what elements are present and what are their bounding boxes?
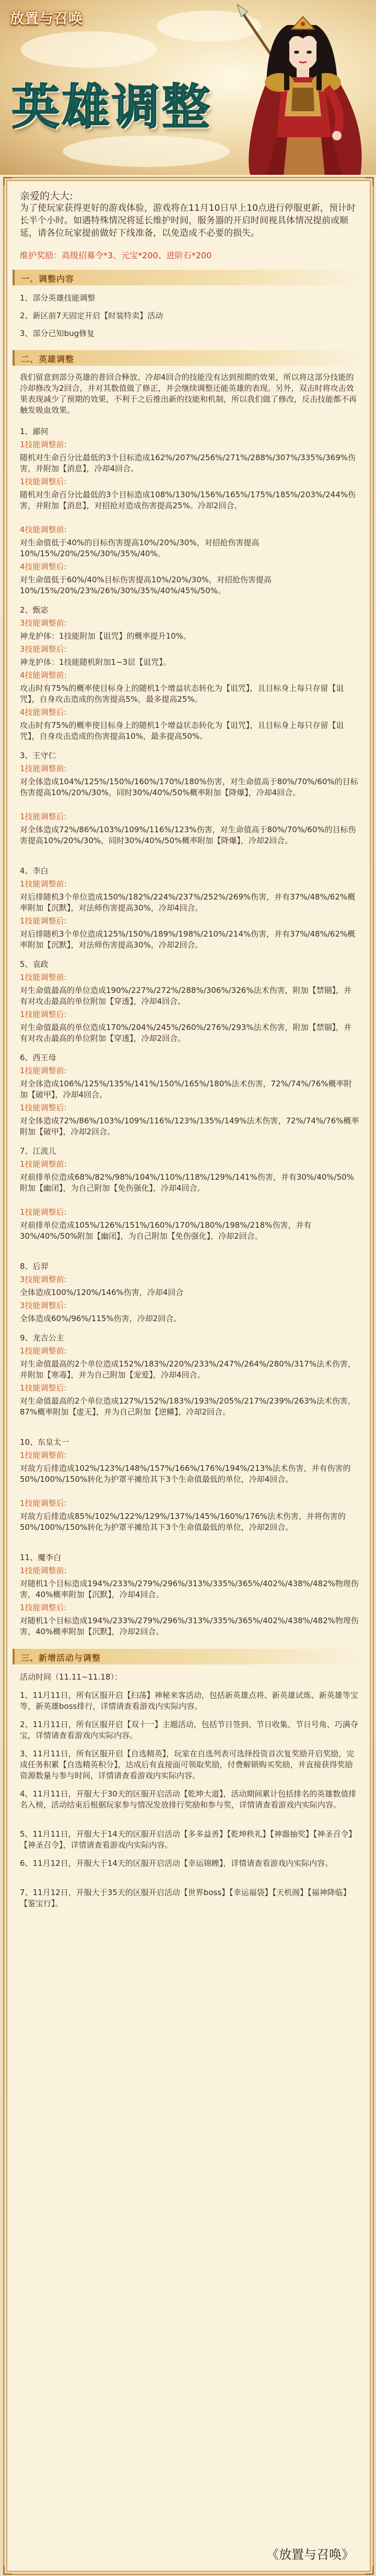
section-header bbox=[13, 350, 367, 366]
footer-signature: 《放置与召唤》 bbox=[266, 2547, 354, 2562]
skill-change-label: 1技能调整后: bbox=[20, 812, 67, 821]
hero-name: 1、鄙何 bbox=[20, 427, 49, 436]
game-logo-text: 放置与召唤 bbox=[10, 11, 83, 27]
list-item: 1、部分英雄技能调整 bbox=[20, 293, 96, 303]
skill-description: 全体造成60%/96%/115%伤害，冷却2回合。 bbox=[20, 1314, 182, 1323]
skill-change-label: 1技能调整前: bbox=[20, 1346, 67, 1356]
skill-change-label: 3技能调整前: bbox=[20, 1275, 67, 1284]
section-title: 三、新增活动与调整 bbox=[21, 1653, 101, 1663]
section-title: 一、调整内容 bbox=[21, 274, 75, 284]
card-corner-ornament bbox=[365, 2566, 374, 2575]
skill-change-label: 4技能调整前: bbox=[20, 525, 67, 534]
skill-change-label: 1技能调整前: bbox=[20, 973, 67, 982]
skill-description: 对随机1个目标造成194%/233%/279%/296%/313%/335%/365%/402%/438%/482%物理伤害，40%概率附加【沉默】，冷却2回合。 bbox=[20, 1616, 359, 1636]
cloud-decoration bbox=[21, 31, 157, 68]
section-header bbox=[13, 270, 367, 285]
skill-description: 对生命值最高的2个单位造成152%/183%/220%/233%/247%/264%/280%/317%法术伤害，并附加【寒毒】，并为自己附加【宠爱】，冷却4回合。 bbox=[20, 1359, 356, 1380]
hero-name: 8、后羿 bbox=[20, 1262, 49, 1271]
hero-name: 9、龙吉公主 bbox=[20, 1333, 64, 1343]
skill-description: 对生命值最高的单位造成190%/227%/272%/288%/306%/326%法术伤害，附加【禁锢】，并有对攻击最高的单位附加【穿透】，冷却4回合。 bbox=[20, 986, 352, 1006]
skill-description: 对前排单位造成105%/126%/151%/160%/170%/180%/198%/218%伤害，并有30%/40%/50%附加【幽闭】，为自己附加【免伤强化】，冷却2回合。 bbox=[20, 1220, 312, 1241]
skill-description: 攻击时有75%的概率使目标身上的随机1个增益状态转化为【诅咒】，且目标身上每只存留【诅咒】，自身攻击造成的伤害提高5%，最多提高25%。 bbox=[20, 684, 344, 704]
skill-description: 对随机1个目标造成194%/233%/279%/296%/313%/335%/365%/402%/438%/482%物理伤害，40%概率附加【沉默】，冷却4回合。 bbox=[20, 1579, 359, 1599]
skill-description: 神龙护体：1技能随机附加1~3层【诅咒】。 bbox=[20, 657, 171, 667]
skill-change-label: 1技能调整前: bbox=[20, 764, 67, 773]
skill-description: 对全体造成72%/86%/103%/109%/116%/123%/135%/149%法术伤害，72%/74%/76%概率附加【破甲】，冷却2回合。 bbox=[20, 1116, 359, 1136]
skill-change-label: 1技能调整前: bbox=[20, 879, 67, 889]
section-intro: 我们留意到部分英雄的普回合释放、冷却4回合的技能没有达到预期的效果，所以将这部分技能的冷却修改为2回合，并对其数值做了修正，并会继续调整还能英雄的表现。另外，双击时将攻击效果表现减少了预期的效果，不利于之后推出新的技能和机制，所以我们做了修改，反击技能都不再触发吸血效果。 bbox=[20, 373, 357, 415]
section-title: 二、英雄调整 bbox=[21, 354, 75, 364]
skill-description: 对全体造成104%/125%/150%/160%/170%/180%伤害，对生命值高于80%/70%/60%的目标伤害提高10%/20%/30%，同时30%/40%/50%概率附加【降爆】，冷却4回合。 bbox=[20, 777, 358, 797]
card-corner-ornament bbox=[365, 177, 374, 186]
skill-change-label: 1技能调整后: bbox=[20, 916, 67, 926]
hero-name: 2、甄宓 bbox=[20, 605, 49, 615]
skill-change-label: 1技能调整后: bbox=[20, 1383, 67, 1393]
skill-change-label: 4技能调整后: bbox=[20, 562, 67, 571]
maintenance-intro: 为了使玩家获得更好的游戏体验，游戏将在11月10日早上10点进行停服更新，预计时长半个小时。如遇特殊情况将延长维护时间，服务器的开启时间视具体情况提前或顺延，请各位玩家提前做好下线准备，以免造成不必要的损失。 bbox=[20, 203, 356, 238]
skill-change-label: 1技能调整后: bbox=[20, 1603, 67, 1612]
list-item: 2、新区前7天固定开启【时装特卖】活动 bbox=[20, 311, 163, 320]
skill-change-label: 1技能调整后: bbox=[20, 1010, 67, 1019]
skill-change-label: 1技能调整前: bbox=[20, 1451, 67, 1460]
event-item: 5、11月11日，开服大于14天的区服开启活动【多多益善】【乾坤秩礼】【神器抽奖】【神圣召令】【神圣召令】，详情请查看游戏内实际内容。 bbox=[20, 1829, 357, 1850]
hero-name: 11、魔李白 bbox=[20, 1553, 62, 1562]
greeting: 亲爱的大大: bbox=[20, 190, 73, 202]
skill-change-label: 1技能调整前: bbox=[20, 440, 67, 449]
hero-name: 3、王守仁 bbox=[20, 751, 56, 760]
skill-change-label: 3技能调整前: bbox=[20, 618, 67, 628]
skill-description: 全体造成100%/120%/146%伤害，冷却4回合 bbox=[20, 1288, 184, 1297]
page-title-text: 英雄调整 bbox=[11, 79, 213, 135]
event-item: 4、11月11日，开服大于30天的区服开启活动【乾坤大道】，活动期间累计包括排名的英雄数值排名入榜，活动结束后根据玩家参与情况发放排行奖励和参与奖，详情请查看游戏内实际内容。 bbox=[20, 1789, 357, 1810]
skill-description: 对全体造成72%/86%/103%/109%/116%/123%伤害，对生命值高于80%/70%/60%的目标伤害提高10%/20%/30%，同时30%/40%/50%概率附加【降爆】，冷却2回合。 bbox=[20, 825, 356, 845]
hero-name: 7、江流儿 bbox=[20, 1146, 56, 1156]
card-corner-ornament bbox=[3, 177, 12, 186]
hero-name: 4、李白 bbox=[20, 866, 49, 876]
page-title bbox=[11, 76, 236, 138]
skill-description: 对后排随机3个单位造成150%/182%/224%/237%/252%/269%伤害，并有37%/48%/62%概率附加【沉默】，对法师伤害提高30%，冷却4回合。 bbox=[20, 892, 356, 913]
skill-change-label: 4技能调整后: bbox=[20, 708, 67, 717]
event-item: 6、11月12日，开服大于14天的区服开启活动【幸运锦鲤】，详情请查看游戏内实际内容。 bbox=[20, 1859, 333, 1868]
maintenance-reward: 维护奖励：高级招募令*3、元宝*200、进阶石*200 bbox=[20, 250, 212, 260]
skill-description: 对全体造成106%/125%/135%/141%/150%/165%/180%法术伤害，72%/74%/76%概率附加【破甲】，冷却4回合。 bbox=[20, 1079, 352, 1099]
event-item: 1、11月11日，所有区服开启【扫荡】神秘来客活动，包括新英雄点将、新英雄试炼、新英雄等宝等，新英雄boss排行，详情请查看游戏内实际内容。 bbox=[20, 1691, 358, 1711]
skill-description: 对生命值低于40%的目标伤害提高10%/20%/30%，对招抢伤害提高10%/15%/20%/25%/30%/35%/40%。 bbox=[20, 538, 260, 558]
hero-name: 6、西王母 bbox=[20, 1053, 56, 1062]
skill-change-label: 1技能调整后: bbox=[20, 1499, 67, 1508]
skill-change-label: 1技能调整前: bbox=[20, 1066, 67, 1075]
skill-description: 神龙护体：1技能附加【诅咒】的概率提升10%。 bbox=[20, 631, 191, 641]
skill-change-label: 1技能调整后: bbox=[20, 1103, 67, 1112]
skill-description: 对后排随机3个单位造成125%/150%/189%/198%/210%/214%伤害，并有37%/48%/62%概率附加【沉默】，对法师伤害提高30%，冷却2回合。 bbox=[20, 929, 356, 950]
skill-description: 随机对生命百分比最低的3个目标造成108%/130%/156%/165%/175%/185%/203%/244%伤害，并附加【消息】，对招抢对造成伤害提高25%。冷却2回合。 bbox=[20, 490, 356, 510]
section-header bbox=[13, 1649, 367, 1664]
hero-name: 5、袁政 bbox=[20, 960, 49, 969]
header-banner bbox=[0, 0, 376, 175]
skill-description: 对生命值最高的2个单位造成127%/152%/183%/193%/205%/217%/239%/263%法术伤害，87%概率附加【虚无】，并为自己附加【逆鳞】，冷却2回合。 bbox=[20, 1396, 356, 1417]
skill-description: 对敌方后排造成85%/102%/122%/129%/137%/145%/160%/176%法术伤害，并将伤害的50%/100%/150%转化为护罩平摊给其下3个生命值最低的单位，冷却2回合。 bbox=[20, 1512, 346, 1532]
list-item: 3、部分已知bug修复 bbox=[20, 329, 95, 338]
skill-description: 随机对生命百分比最低的3个目标造成162%/207%/256%/271%/288%/307%/335%/369%伤害，并附加【消息】，冷却4回合。 bbox=[20, 453, 356, 473]
skill-change-label: 1技能调整后: bbox=[20, 477, 67, 486]
event-item: 2、11月11日，所有区服开启【双十一】主题活动，包括节日签到、节日收集、节日号角、巧满夺宝，详情请查看游戏内实际内容。 bbox=[20, 1720, 358, 1740]
event-item: 活动时间（11.11~11.18）： bbox=[20, 1672, 122, 1682]
skill-change-label: 1技能调整后: bbox=[20, 1207, 67, 1217]
card-corner-ornament bbox=[3, 2566, 12, 2575]
skill-change-label: 1技能调整前: bbox=[20, 1159, 67, 1169]
skill-change-label: 1技能调整前: bbox=[20, 1566, 67, 1575]
skill-change-label: 4技能调整前: bbox=[20, 670, 67, 680]
hero-illustration bbox=[230, 4, 376, 175]
skill-description: 攻击时有75%的概率使目标身上的随机1个增益状态转化为【诅咒】，且目标身上每只存留【诅咒】，自身攻击造成的伤害提高10%，最多提高50%。 bbox=[20, 721, 344, 741]
event-item: 3、11月11日，所有区服开启【自选精英】，玩家在自选列表可选择投资首次复奖励开启奖励，完成任务积累【自选精英积分】，达成后有直接面可领取奖励，付费解锁购买奖励，并直接获得奖励资源数量与参与时间，详情请查看游戏内实际内容。 bbox=[20, 1749, 355, 1780]
announcement-card bbox=[6, 180, 371, 2572]
skill-description: 对生命值最高的单位造成170%/204%/245%/260%/276%/293%法术伤害，附加【禁锢】，并有对攻击最高的单位附加【穿透】，冷却2回合。 bbox=[20, 1023, 352, 1043]
skill-description: 对前排单位造成68%/82%/98%/104%/110%/118%/129%/141%伤害，并有30%/40%/50%附加【幽闭】，为自己附加【免伤强化】，冷却4回合。 bbox=[20, 1172, 354, 1193]
cloud-decoration bbox=[63, 136, 230, 167]
skill-change-label: 3技能调整后: bbox=[20, 1301, 67, 1310]
hero-name: 10、东皇太一 bbox=[20, 1437, 69, 1447]
skill-change-label: 3技能调整后: bbox=[20, 644, 67, 654]
event-item: 7、11月12日，开服大于35天的区服开启活动【世界boss】【幸运福袋】【天机阁】【福神降临】【鉴宝行】。 bbox=[20, 1888, 351, 1908]
game-logo bbox=[7, 5, 86, 35]
skill-description: 对生命值低于60%/40%目标伤害提高10%/20%/30%，对招抢伤害提高10%/15%/20%/23%/26%/30%/35%/40%/45%/50%。 bbox=[20, 575, 272, 595]
skill-description: 对敌方后排造成102%/123%/148%/157%/166%/176%/194%/213%法术伤害，并有伤害的50%/100%/150%转化为护罩平摊给其下3个生命值最低的单位，冷却4回合。 bbox=[20, 1464, 351, 1484]
